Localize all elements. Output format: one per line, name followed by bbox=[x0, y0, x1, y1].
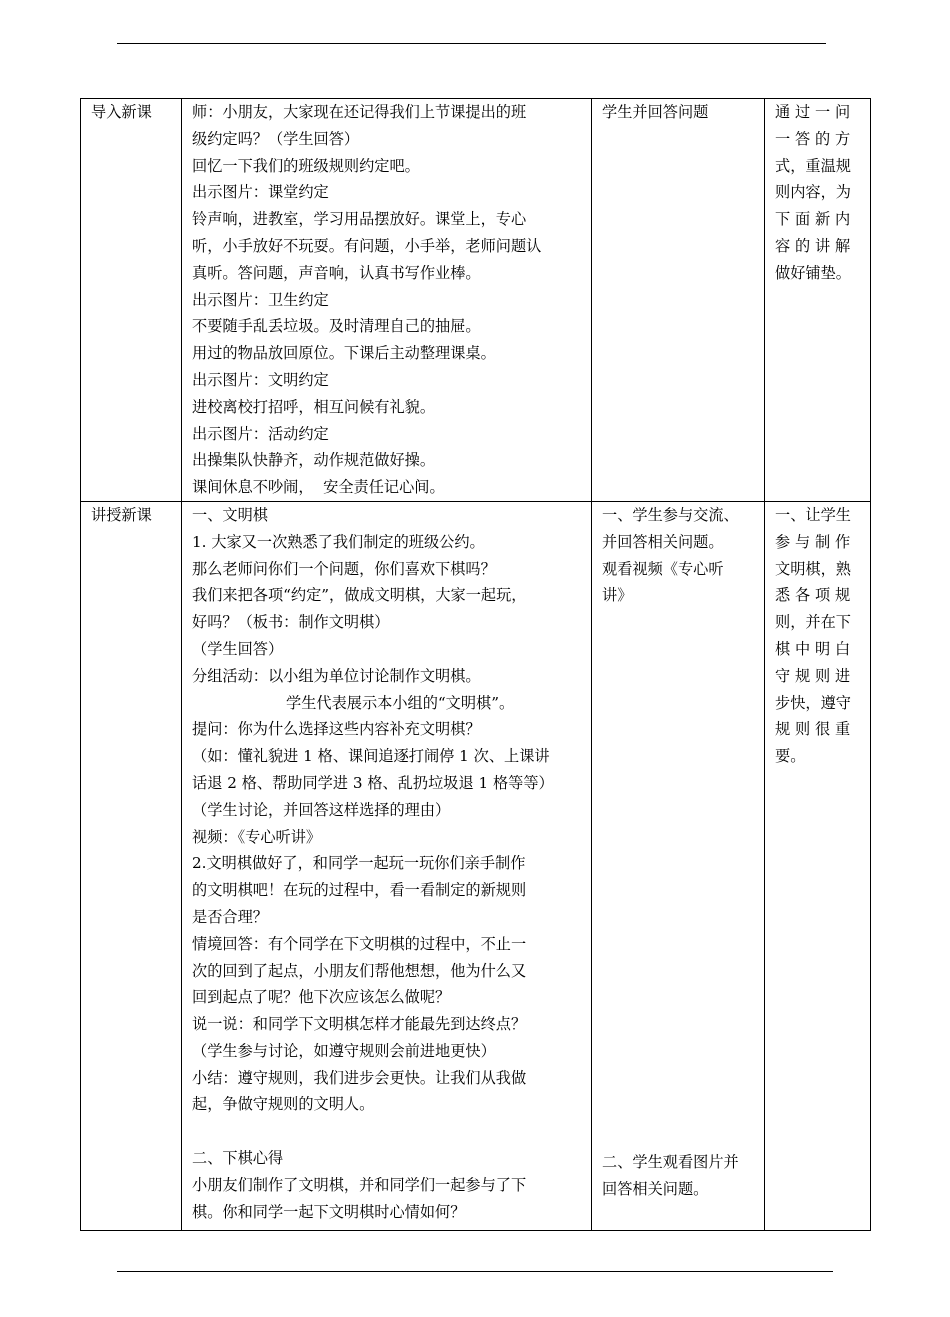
text-line: （学生参与讨论，如遵守规则会前进地更快） bbox=[192, 1041, 496, 1060]
text-line: 守 规 则 进 bbox=[775, 666, 851, 685]
text-line: 做好铺垫。 bbox=[775, 263, 851, 282]
spacer bbox=[602, 609, 756, 1149]
text-line: 观看视频《专心听 bbox=[602, 559, 724, 578]
text-line: 学生并回答问题 bbox=[602, 103, 709, 121]
text-line: 提问：你为什么选择这些内容补充文明棋？ bbox=[192, 720, 481, 739]
text-line: 二、下棋心得 bbox=[192, 1149, 284, 1168]
text-line: 真听。答问题，声音响，认真书写作业棒。 bbox=[192, 263, 481, 282]
text-line: 悉 各 项 规 bbox=[775, 586, 851, 605]
text-line: 是否合理？ bbox=[192, 907, 268, 926]
text-line: 次的回到了起点，小朋友们帮他想想，他为什么又 bbox=[192, 961, 527, 980]
text-line: 参 与 制 作 bbox=[775, 532, 851, 551]
text-line: 出示图片：卫生约定 bbox=[192, 290, 329, 309]
header-rule bbox=[117, 43, 826, 44]
text-line: 出示图片：课堂约定 bbox=[192, 183, 329, 202]
stage-label: 导入新课 bbox=[91, 103, 152, 121]
blank-line bbox=[192, 1118, 583, 1145]
text-line: 级约定吗？（学生回答） bbox=[192, 129, 360, 148]
text-line: （学生讨论，并回答这样选择的理由） bbox=[192, 800, 451, 819]
text-line-indented: 学生代表展示本小组的“文明棋”。 bbox=[286, 693, 515, 712]
text-line: 铃声响，进教室，学习用品摆放好。课堂上，专心 bbox=[192, 210, 527, 229]
table-row bbox=[81, 501, 871, 1230]
text-line: 不要随手乱丢垃圾。及时清理自己的抽屉。 bbox=[192, 317, 481, 336]
text-line: 师：小朋友，大家现在还记得我们上节课提出的班 bbox=[192, 103, 527, 121]
text-line: （如：懂礼貌进 1 格、课间追逐打闹停 1 次、上课讲 bbox=[192, 747, 550, 766]
text-line: 分组活动：以小组为单位讨论制作文明棋。 bbox=[192, 666, 481, 685]
text-line: 一 答 的 方 bbox=[775, 129, 851, 148]
text-line: 好吗？（板书：制作文明棋） bbox=[192, 613, 390, 632]
text-line: （学生回答） bbox=[192, 639, 284, 658]
text-line: 说一说：和同学下文明棋怎样才能最先到达终点？ bbox=[192, 1015, 527, 1034]
text-line: 回到起点了呢？他下次应该怎么做呢？ bbox=[192, 988, 451, 1007]
text-line: 出示图片：文明约定 bbox=[192, 370, 329, 389]
text-line: 用过的物品放回原位。下课后主动整理课桌。 bbox=[192, 344, 496, 363]
text-line: 下 面 新 内 bbox=[775, 210, 851, 229]
text-line: 规 则 很 重 bbox=[775, 720, 851, 739]
text-line: 讲》 bbox=[602, 586, 633, 605]
text-line: 要。 bbox=[775, 747, 806, 766]
text-line: 小结：遵守规则，我们进步会更快。让我们从我做 bbox=[192, 1068, 527, 1087]
lesson-plan-table bbox=[80, 98, 871, 1231]
table-row bbox=[81, 99, 871, 502]
text-line: 一、文明棋 bbox=[192, 505, 268, 524]
text-line: 回忆一下我们的班级规则约定吧。 bbox=[192, 156, 420, 175]
text-line: 视频：《专心听讲》 bbox=[192, 827, 322, 846]
text-line: 我们来把各项“约定”，做成文明棋，大家一起玩， bbox=[192, 586, 527, 605]
text-line: 通 过 一 问 bbox=[775, 103, 851, 121]
text-line: 出操集队快静齐，动作规范做好操。 bbox=[192, 451, 435, 470]
stage-label: 讲授新课 bbox=[91, 505, 152, 524]
text-line: 2.文明棋做好了，和同学一起玩一玩你们亲手制作 bbox=[192, 854, 526, 873]
text-line: 进校离校打招呼，相互问候有礼貌。 bbox=[192, 397, 435, 416]
stage-cell bbox=[81, 501, 182, 1230]
text-line: 一、让学生 bbox=[775, 505, 851, 524]
text-line: 步快，遵守 bbox=[775, 693, 851, 712]
stage-cell bbox=[81, 99, 182, 502]
text-line: 一、学生参与交流、 bbox=[602, 505, 739, 524]
text-line: 文明棋，熟 bbox=[775, 559, 851, 578]
text-line: 话退 2 格、帮助同学进 3 格、乱扔垃圾退 1 格等等） bbox=[192, 773, 554, 792]
text-line: 出示图片：活动约定 bbox=[192, 424, 329, 443]
text-line: 则内容，为 bbox=[775, 183, 851, 202]
text-line: 的文明棋吧！在玩的过程中，看一看制定的新规则 bbox=[192, 881, 527, 900]
text-line: 棋 中 明 白 bbox=[775, 639, 851, 658]
text-line: 课间休息不吵闹， 安全责任记心间。 bbox=[192, 478, 445, 497]
teacher-activity-cell bbox=[182, 99, 592, 502]
text-line: 二、学生观看图片并 bbox=[602, 1153, 739, 1172]
student-activity-cell bbox=[592, 99, 765, 502]
design-intent-cell bbox=[765, 99, 871, 502]
footer-rule bbox=[117, 1271, 833, 1272]
text-line: 听，小手放好不玩耍。有问题，小手举，老师问题认 bbox=[192, 236, 542, 255]
text-line: 小朋友们制作了文明棋，并和同学们一起参与了下 bbox=[192, 1176, 527, 1195]
text-line: 回答相关问题。 bbox=[602, 1179, 709, 1198]
student-activity-cell bbox=[592, 501, 765, 1230]
text-line: 棋。你和同学一起下文明棋时心情如何？ bbox=[192, 1202, 466, 1221]
text-line: 式，重温规 bbox=[775, 156, 851, 175]
text-line: 则，并在下 bbox=[775, 613, 851, 632]
design-intent-cell bbox=[765, 501, 871, 1230]
text-line: 并回答相关问题。 bbox=[602, 532, 724, 551]
text-line: 情境回答：有个同学在下文明棋的过程中，不止一 bbox=[192, 934, 527, 953]
text-line: 起，争做守规则的文明人。 bbox=[192, 1095, 375, 1114]
text-line: 那么老师问你们一个问题，你们喜欢下棋吗？ bbox=[192, 559, 496, 578]
text-line: 1. 大家又一次熟悉了我们制定的班级公约。 bbox=[192, 532, 485, 551]
teacher-activity-cell bbox=[182, 501, 592, 1230]
text-line: 容 的 讲 解 bbox=[775, 236, 851, 255]
